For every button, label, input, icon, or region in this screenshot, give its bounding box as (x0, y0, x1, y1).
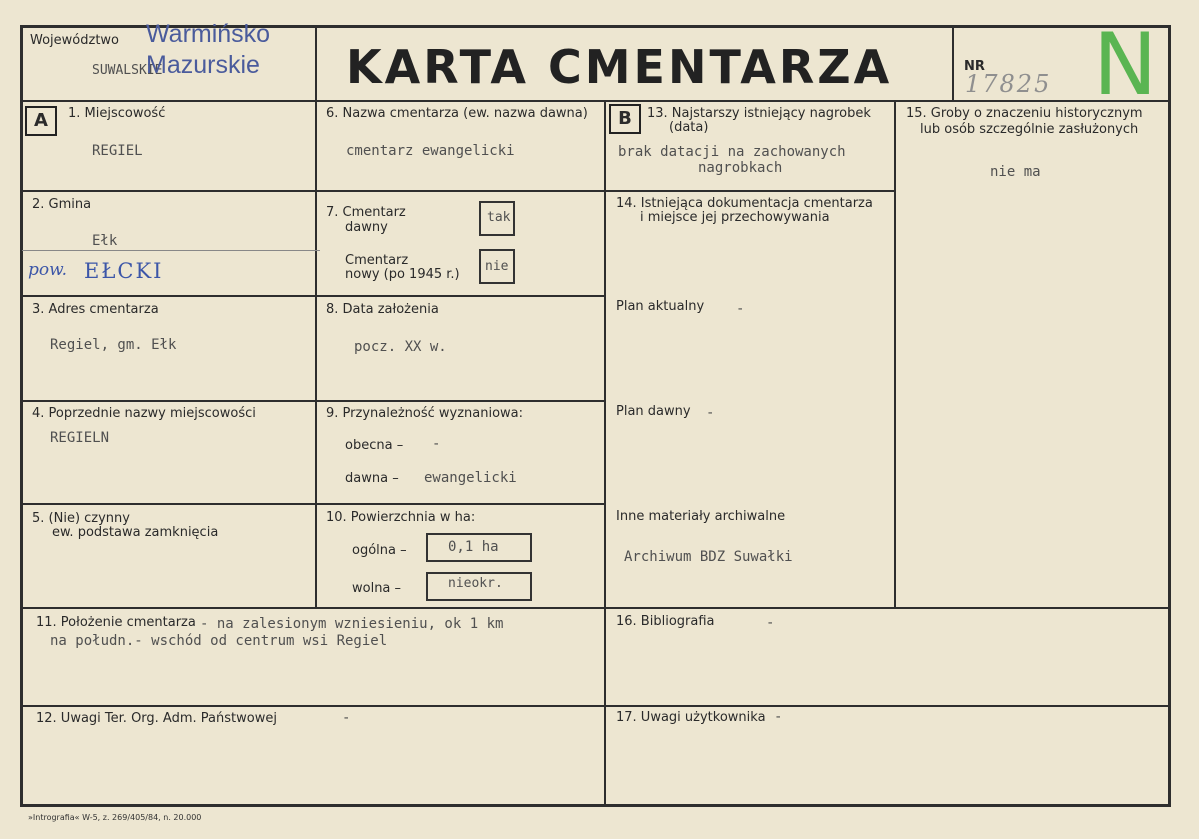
f4-value: REGIELN (50, 430, 110, 446)
header-vline-2 (952, 25, 954, 102)
f11-value-line1: - na zalesionym wzniesieniu, ok 1 km (200, 616, 504, 632)
f17-label: 17. Uwagi użytkownika (616, 710, 766, 725)
row-line-705 (20, 705, 1170, 707)
f10-ogolna-box (426, 533, 532, 562)
f2-label: 2. Gmina (32, 197, 92, 212)
plan-dawny-value: - (706, 405, 715, 421)
vline-col3 (604, 100, 606, 805)
inne-label: Inne materiały archiwalne (616, 509, 786, 524)
f12-value: - (342, 710, 351, 726)
f7-nowy-box (479, 249, 515, 284)
f6-value: cmentarz ewangelicki (346, 143, 515, 159)
f9-dawna-value: ewangelicki (424, 470, 517, 486)
f9-obecna-label: obecna – (345, 438, 404, 453)
plan-aktualny-label: Plan aktualny (616, 299, 705, 314)
f6-label: 6. Nazwa cmentarza (ew. nazwa dawna) (326, 106, 588, 121)
gmina-subline (22, 250, 320, 251)
f13-value-line1: brak datacji na zachowanych (618, 144, 846, 160)
card-title: KARTA CMENTARZA (346, 40, 893, 94)
f7-dawny-value: tak (487, 210, 511, 225)
f10-ogolna-label: ogólna – (352, 543, 407, 558)
f7-dawny-box (479, 201, 515, 236)
f14-label-line2: i miejsce jej przechowywania (640, 210, 830, 225)
plan-dawny-label: Plan dawny (616, 404, 691, 419)
f7-nowy-value: nie (485, 259, 509, 274)
inne-value: Archiwum BDZ Suwałki (624, 549, 793, 565)
f13-label-line2: (data) (669, 120, 709, 135)
f1-label: 1. Miejscowość (68, 106, 166, 121)
f15-label-line1: 15. Groby o znaczeniu historycznym (906, 106, 1143, 121)
f7-label: 7. Cmentarz (326, 205, 406, 220)
vline-col4 (894, 100, 896, 608)
f3-label: 3. Adres cmentarza (32, 302, 159, 317)
f7-nowy-label: nowy (po 1945 r.) (345, 267, 460, 282)
f2-pow-prefix: pow. (28, 260, 68, 280)
f10-ogolna-value: 0,1 ha (448, 539, 499, 555)
plan-aktualny-value: - (736, 301, 745, 317)
f3-value: Regiel, gm. Ełk (50, 337, 177, 353)
f2-pow-value: EŁCKI (84, 259, 164, 283)
row-line-503 (20, 503, 606, 505)
header-divider (20, 100, 1170, 102)
row-line-190 (20, 190, 606, 192)
f8-label: 8. Data założenia (326, 302, 439, 317)
nr-label: NR (964, 59, 985, 74)
f11-label: 11. Położenie cmentarza (36, 615, 196, 630)
f9-obecna-value: - (432, 436, 441, 452)
stamp-line1: Warmińsko (146, 20, 271, 48)
f1-value: REGIEL (92, 143, 143, 159)
f13-label-line1: 13. Najstarszy istniejący nagrobek (647, 106, 871, 121)
f7-dawny-label: dawny (345, 220, 388, 235)
frame-right (1168, 25, 1171, 807)
f2-value: Ełk (92, 233, 118, 249)
frame-left (20, 25, 23, 807)
f10-wolna-box (426, 572, 532, 601)
stamp-line2: Mazurskie (146, 51, 260, 79)
row-line-607 (20, 607, 1170, 609)
frame-bottom (20, 804, 1171, 807)
f7-cmentarz2-label: Cmentarz (345, 253, 409, 268)
print-info: »Intrografia« W-5, z. 269/405/84, n. 20.000 (28, 813, 202, 822)
nr-value: 17825 (965, 70, 1052, 98)
f5-label-line1: 5. (Nie) czynny (32, 511, 130, 526)
f9-label: 9. Przynależność wyznaniowa: (326, 406, 524, 421)
f17-value: - (774, 709, 783, 725)
f5-label-line2: ew. podstawa zamknięcia (52, 525, 219, 540)
vline-col2 (315, 100, 317, 608)
category-letter: N (1093, 15, 1158, 115)
f9-dawna-label: dawna – (345, 471, 399, 486)
row-line-295 (20, 295, 606, 297)
f13-value-line2: nagrobkach (698, 160, 783, 176)
f16-label: 16. Bibliografia (616, 614, 715, 629)
f10-label: 10. Powierzchnia w ha: (326, 510, 476, 525)
f16-value: - (766, 615, 775, 631)
wojewodztwo-label: Województwo (30, 33, 120, 48)
row-line-b-190 (604, 190, 896, 192)
f11-value-line2: na połudn.- wschód od centrum wsi Regiel (50, 633, 388, 649)
f10-wolna-value: nieokr. (448, 576, 503, 591)
f15-value: nie ma (990, 164, 1041, 180)
f4-label: 4. Poprzednie nazwy miejscowości (32, 406, 256, 421)
section-b-marker: B (609, 104, 641, 134)
f15-label-line2: lub osób szczególnie zasłużonych (920, 122, 1139, 137)
f10-wolna-label: wolna – (352, 581, 402, 596)
row-line-400 (20, 400, 606, 402)
f14-label-line1: 14. Istniejąca dokumentacja cmentarza (616, 196, 873, 211)
section-a-marker: A (25, 106, 57, 136)
header-vline-1 (315, 25, 317, 102)
f12-label: 12. Uwagi Ter. Org. Adm. Państwowej (36, 711, 277, 726)
wojewodztwo-typed: SUWALSKIE (92, 63, 163, 78)
f8-value: pocz. XX w. (354, 339, 447, 355)
